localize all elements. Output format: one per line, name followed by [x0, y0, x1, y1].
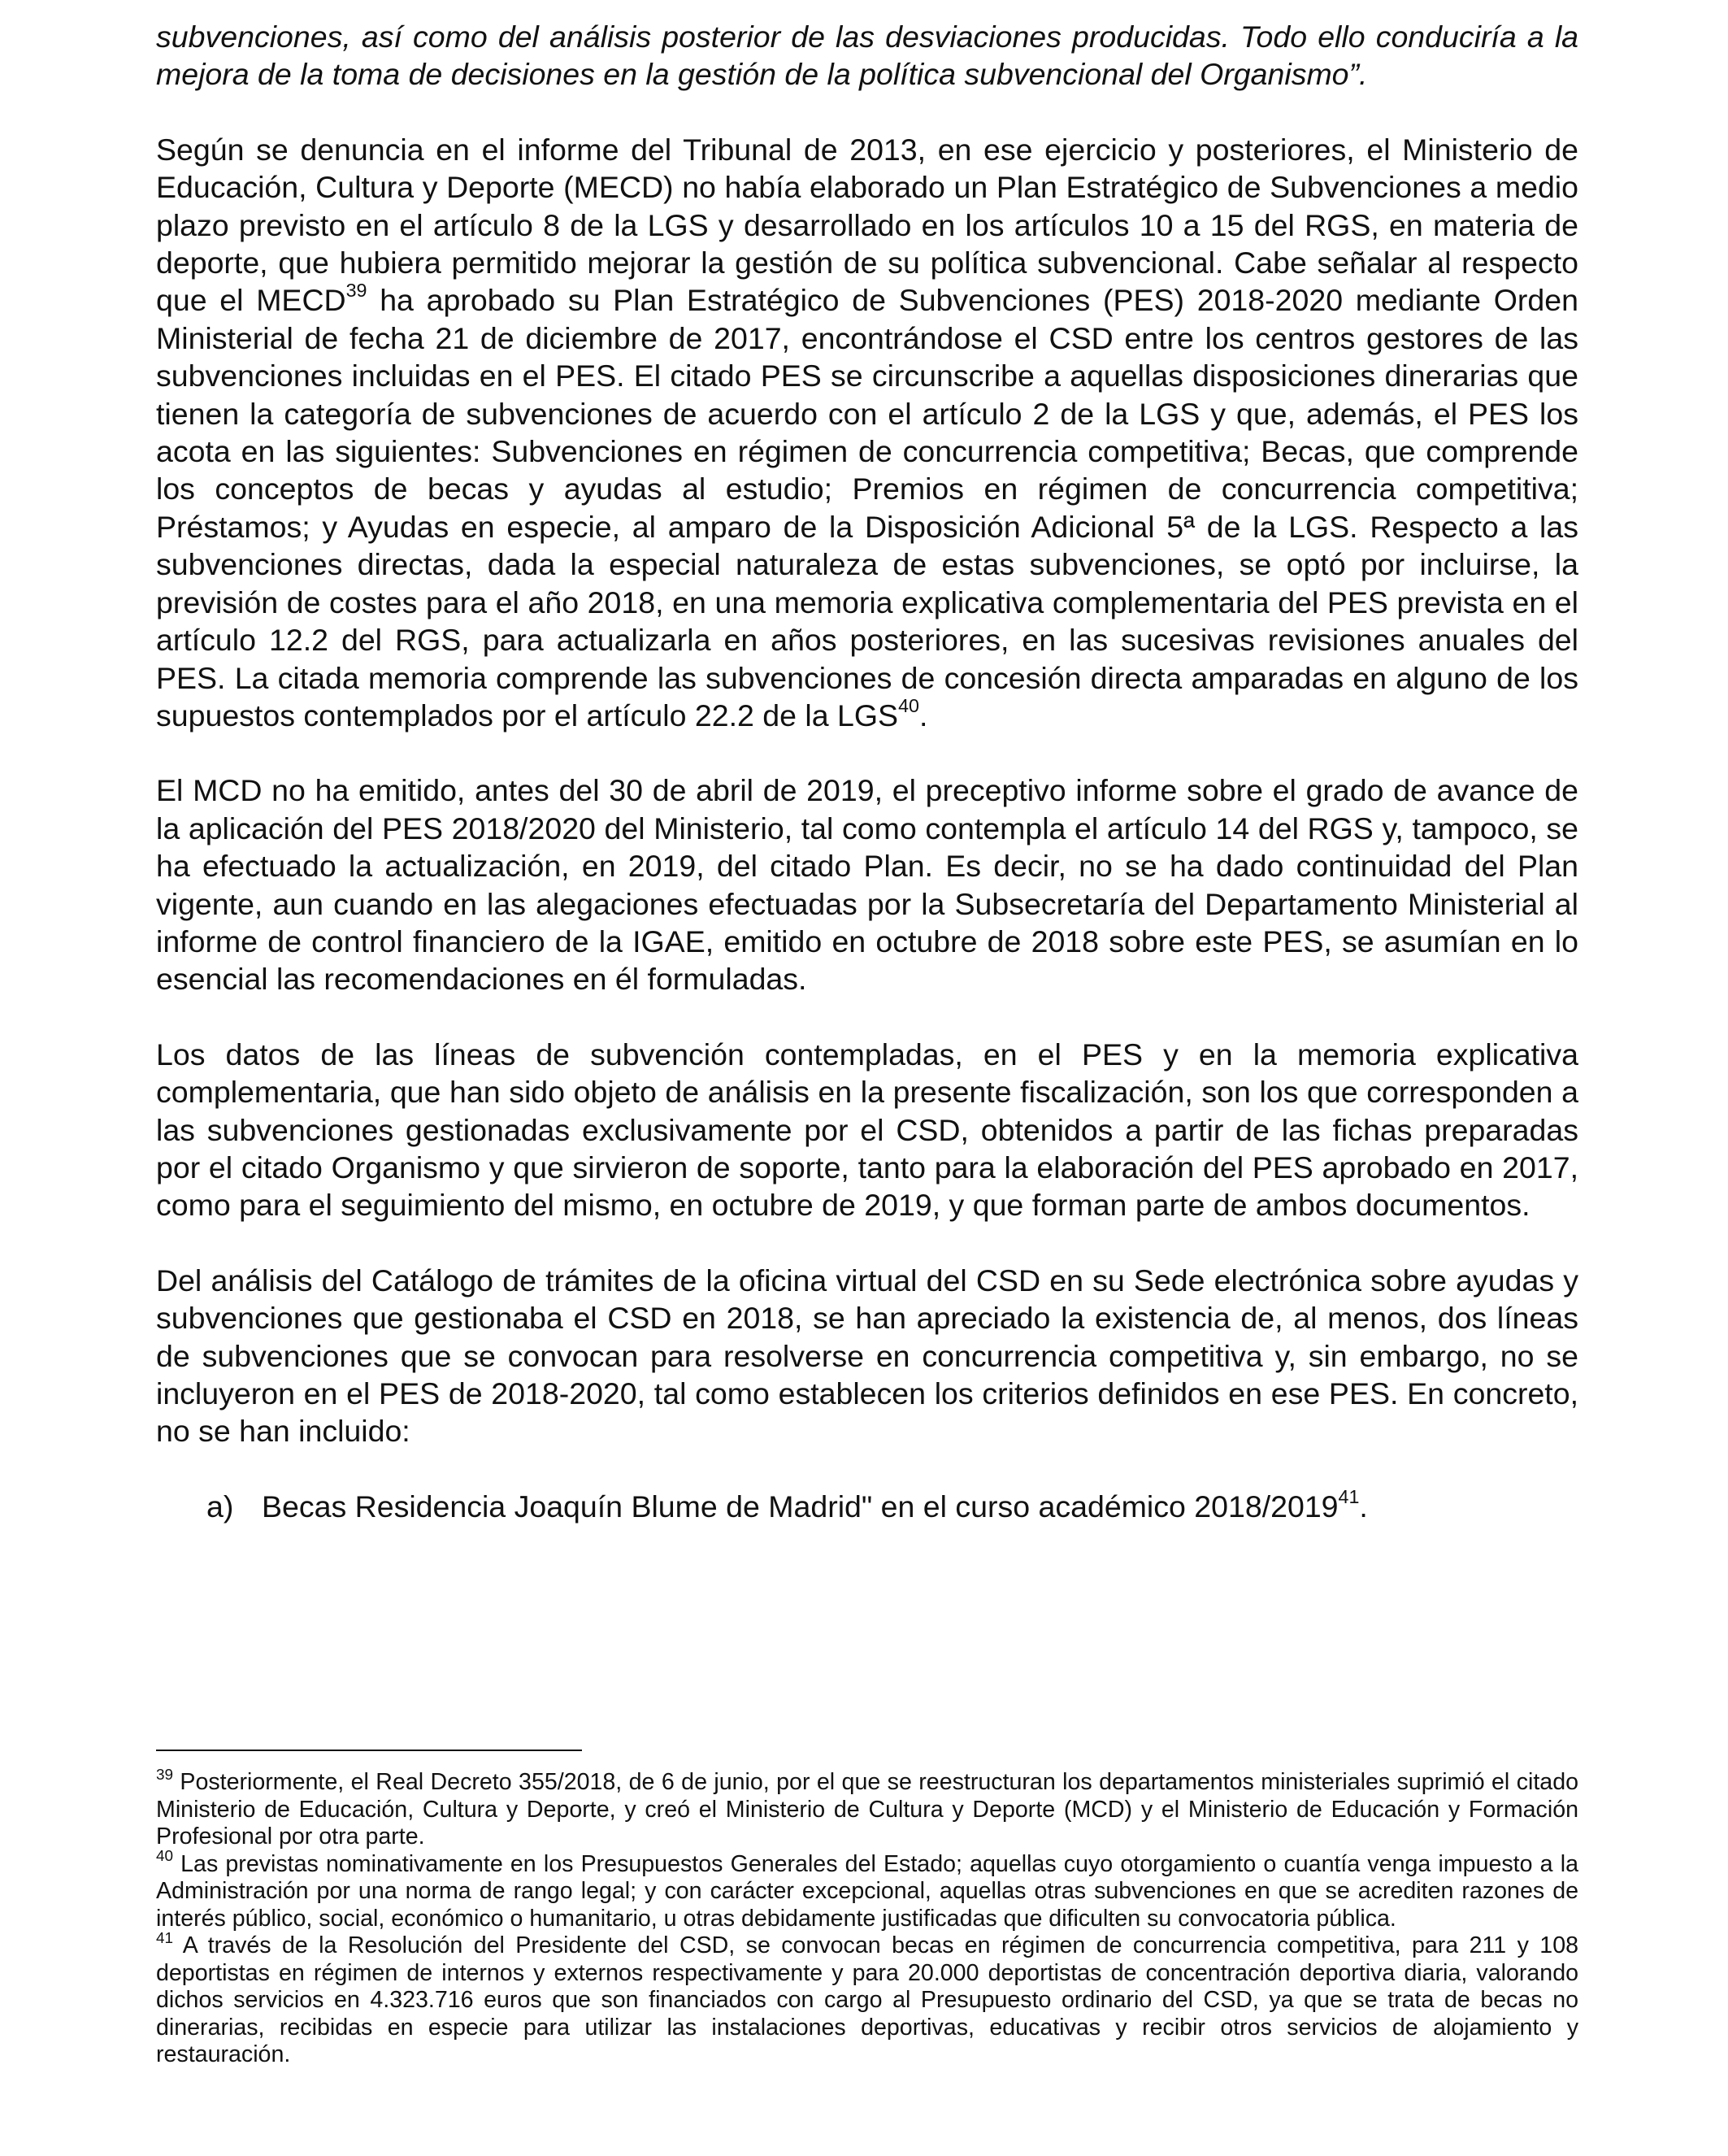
quote-continuation-paragraph: subvenciones, así como del análisis posterior de las desviaciones producidas. Todo ello conduciría a la mejora de la toma de decisiones en la gestión de la política subvencional del Organismo”.: [156, 20, 1578, 92]
list-item-end: .: [1359, 1489, 1368, 1524]
footnote-number: 39: [156, 1765, 173, 1783]
paragraph-gap: [156, 734, 1578, 772]
footnote-separator: [156, 1750, 582, 1751]
list-item: [156, 1485, 1578, 1525]
footnote-number: 41: [156, 1928, 173, 1946]
footnote-ref-40[interactable]: 40: [898, 694, 919, 716]
footnote-ref-41[interactable]: 41: [1338, 1485, 1360, 1507]
paragraph-gap: [156, 998, 1578, 1036]
footnote-text: A través de la Resolución del Presidente del CSD, se convocan becas en régimen de concurrencia competitiva, para 211 y 108 deportistas en régimen de internos y externos respectivamente y para 20.000 deportistas de concentración deportiva diaria, valorando dichos servicios en 4.323.716 euros que son financiados con cargo al Presupuesto ordinario del CSD, ya que se trata de becas no dinerarias, recibidas en especie para utilizar las instalaciones deportivas, educativas y recibir otros servicios de alojamiento y restauración.: [156, 1932, 1578, 2067]
footnote-number: 40: [156, 1847, 173, 1865]
footnote-39: [156, 1765, 1578, 1851]
footnotes-section: [156, 1750, 1578, 2069]
footnote-ref-39[interactable]: 39: [345, 280, 367, 302]
footnote-text: Las previstas nominativamente en los Presupuestos Generales del Estado; aquellas cuyo otorgamiento o cuantía venga impuesto a la Administración por una norma de rango legal; y con carácter excepcional, aquellas otras subvenciones en que se acrediten razones de interés público, social, económico o humanitario, u otras debidamente justificadas que dificulten su convocatoria pública.: [156, 1850, 1578, 1932]
footnote-40: [156, 1847, 1578, 1933]
strategic-plan-paragraph: [156, 131, 1578, 735]
document-page: [156, 18, 1578, 1525]
paragraph-text: .: [918, 698, 928, 732]
mcd-report-paragraph: El MCD no ha emitido, antes del 30 de abril de 2019, el preceptivo informe sobre el grado de avance de la aplicación del PES 2018/2020 del Ministerio, tal como contempla el artículo 14 del RGS y, tampoco, se ha efectuado la actualización, en 2019, del citado Plan. Es decir, no se ha dado continuidad del Plan vigente, aun cuando en las alegaciones efectuadas por la Subsecretaría del Departamento Ministerial al informe de control financiero de la IGAE, emitido en octubre de 2018 sobre este PES, se asumían en lo esencial las recomendaciones en él formuladas.: [156, 773, 1578, 997]
subsidy-lines-data-paragraph: Los datos de las líneas de subvención contempladas, en el PES y en la memoria explicativa complementaria, que han sido objeto de análisis en la presente fiscalización, son los que corresponden a las subvenciones gestionadas exclusivamente por el CSD, obtenidos a partir de las fichas preparadas por el citado Organismo y que sirvieron de soporte, tanto para la elaboración del PES aprobado en 2017, como para el seguimiento del mismo, en octubre de 2019, y que forman parte de ambos documentos.: [156, 1037, 1578, 1223]
paragraph-gap: [156, 93, 1578, 131]
list-item-label: Becas Residencia Joaquín Blume de Madrid" en el curso académico 2018/2019: [262, 1489, 1339, 1524]
catalog-analysis-paragraph: Del análisis del Catálogo de trámites de la oficina virtual del CSD en su Sede electrónica sobre ayudas y subvenciones que gestionaba el CSD en 2018, se han apreciado la existencia de, al menos, dos líneas de subvenciones que se convocan para resolverse en concurrencia competitiva y, sin embargo, no se incluyeron en el PES de 2018-2020, tal como establecen los criterios definidos en ese PES. En concreto, no se han incluido:: [156, 1263, 1578, 1449]
list-marker: a): [206, 1489, 234, 1524]
footnote-text: Posteriormente, el Real Decreto 355/2018, de 6 de junio, por el que se reestructuran los departamentos ministeriales suprimió el citado Ministerio de Educación, Cultura y Deporte, y creó el Ministerio de Cultura y Deporte (MCD) y el Ministerio de Educación y Formación Profesional por otra parte.: [156, 1769, 1578, 1850]
footnote-41: [156, 1928, 1578, 2069]
paragraph-text: Según se denuncia en el informe del Tribunal de 2013, en ese ejercicio y posteriores, el Ministerio de Educación, Cultura y Deporte (MECD) no había elaborado un Plan Estratégico de Subvenciones a medio plazo previsto en el artículo 8 de la LGS y desarrollado en los artículos 10 a 15 del RGS, en materia de deporte, que hubiera permitido mejorar la gestión de su política subvencional. Cabe señalar al respecto que el MECD: [156, 132, 1578, 318]
list-item-text: [262, 1485, 1368, 1525]
paragraph-gap: [156, 1450, 1578, 1488]
paragraph-gap: [156, 1224, 1578, 1262]
paragraph-text: ha aprobado su Plan Estratégico de Subvenciones (PES) 2018-2020 mediante Orden Ministerial de fecha 21 de diciembre de 2017, encontrándose el CSD entre los centros gestores de las subvenciones incluidas en el PES. El citado PES se circunscribe a aquellas disposiciones dinerarias que tienen la categoría de subvenciones de acuerdo con el artículo 2 de la LGS y que, además, el PES los acota en las siguientes: Subvenciones en régimen de concurrencia competitiva; Becas, que comprende los conceptos de becas y ayudas al estudio; Premios en régimen de concurrencia competitiva; Préstamos; y Ayudas en especie, al amparo de la Disposición Adicional 5ª de la LGS. Respecto a las subvenciones directas, dada la especial naturaleza de estas subvenciones, se optó por incluirse, la previsión de costes para el año 2018, en una memoria explicativa complementaria del PES prevista en el artículo 12.2 del RGS, para actualizarla en años posteriores, en las sucesivas revisiones anuales del PES. La citada memoria comprende las subvenciones de concesión directa amparadas en alguno de los supuestos contemplados por el artículo 22.2 de la LGS: [156, 283, 1578, 732]
